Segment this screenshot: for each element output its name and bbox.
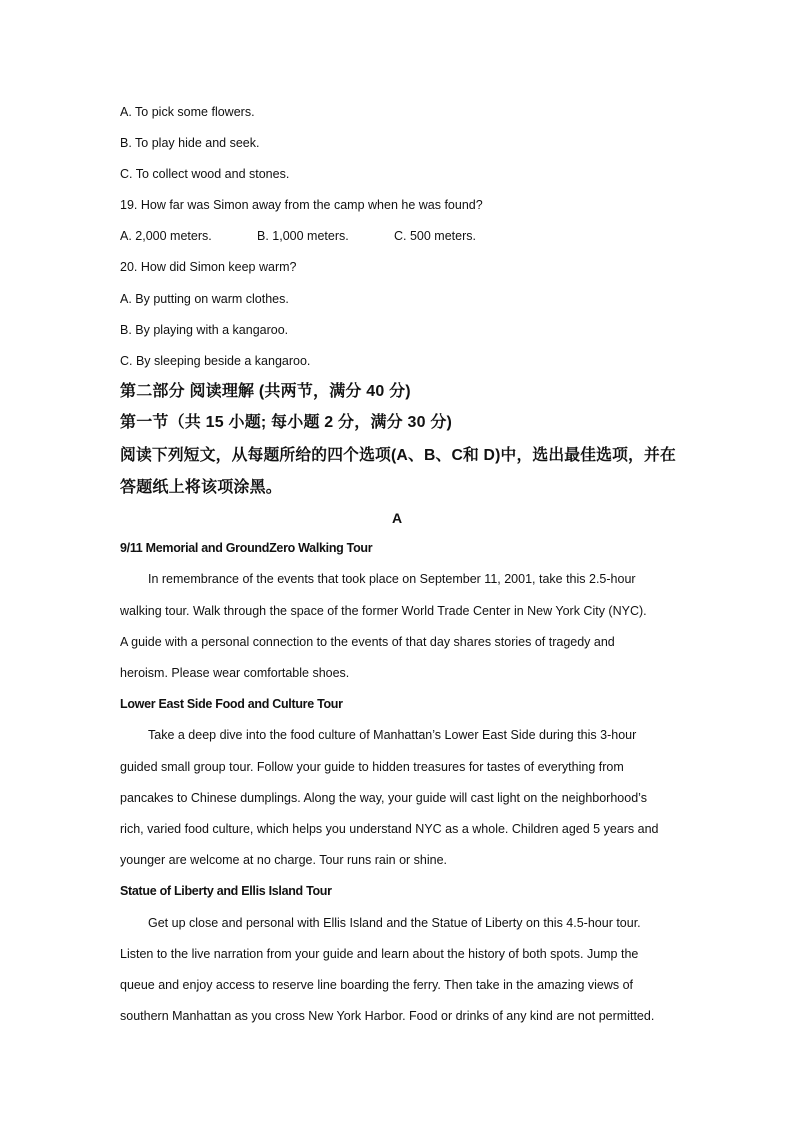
q18-option-b: B. To play hide and seek. <box>120 136 260 150</box>
q20-option-a: A. By putting on warm clothes. <box>120 292 289 306</box>
tour-title: 9/11 Memorial and GroundZero Walking Tour <box>120 541 373 555</box>
q18-option-c: C. To collect wood and stones. <box>120 167 290 181</box>
tour-text-line: heroism. Please wear comfortable shoes. <box>120 666 350 680</box>
tour-text-line: walking tour. Walk through the space of the former World Trade Center in New York City (NYC). <box>120 604 647 618</box>
q19-question: 19. How far was Simon away from the camp when he was found? <box>120 198 483 212</box>
tour-title: Lower East Side Food and Culture Tour <box>120 697 343 711</box>
tour-text-line: Take a deep dive into the food culture of Manhattan’s Lower East Side during this 3-hour <box>148 728 637 742</box>
q19-option-b: B. 1,000 meters. <box>257 229 349 243</box>
tour-text-line: younger are welcome at no charge. Tour runs rain or shine. <box>120 853 448 867</box>
instruction-line-1: 阅读下列短文，从每题所给的四个选项(A、B、C和 D)中，选出最佳选项，并在 <box>120 447 676 464</box>
tour-text-line: rich, varied food culture, which helps you understand NYC as a whole. Children aged 5 years and <box>120 822 659 836</box>
instruction-line-2: 答题纸上将该项涂黑。 <box>120 479 283 496</box>
q20-option-b: B. By playing with a kangaroo. <box>120 323 289 337</box>
tour-text-line: Listen to the live narration from your guide and learn about the history of both spots. Jump the <box>120 947 639 961</box>
q20-question: 20. How did Simon keep warm? <box>120 260 297 274</box>
tour-text-line: queue and enjoy access to reserve line boarding the ferry. Then take in the amazing views of <box>120 978 634 992</box>
part-title: 第二部分 阅读理解 (共两节，满分 40 分) <box>120 383 411 400</box>
tour-text-line: Get up close and personal with Ellis Island and the Statue of Liberty on this 4.5-hour tour. <box>148 916 641 930</box>
tour-text-line: pancakes to Chinese dumplings. Along the way, your guide will cast light on the neighborhood’s <box>120 791 647 805</box>
tour-text-line: southern Manhattan as you cross New York Harbor. Food or drinks of any kind are not permitted. <box>120 1009 655 1023</box>
passage-letter: A <box>391 510 403 526</box>
tour-text-line: guided small group tour. Follow your guide to hidden treasures for tastes of everything from <box>120 760 624 774</box>
q19-option-a: A. 2,000 meters. <box>120 229 212 243</box>
subsection-title: 第一节（共 15 小题; 每小题 2 分，满分 30 分) <box>120 414 453 431</box>
tour-text-line: A guide with a personal connection to the events of that day shares stories of tragedy and <box>120 635 615 649</box>
tour-title: Statue of Liberty and Ellis Island Tour <box>120 884 332 898</box>
q18-option-a: A. To pick some flowers. <box>120 105 255 119</box>
q20-option-c: C. By sleeping beside a kangaroo. <box>120 354 311 368</box>
q19-option-c: C. 500 meters. <box>394 229 476 243</box>
tour-text-line: In remembrance of the events that took place on September 11, 2001, take this 2.5-hour <box>148 572 636 586</box>
